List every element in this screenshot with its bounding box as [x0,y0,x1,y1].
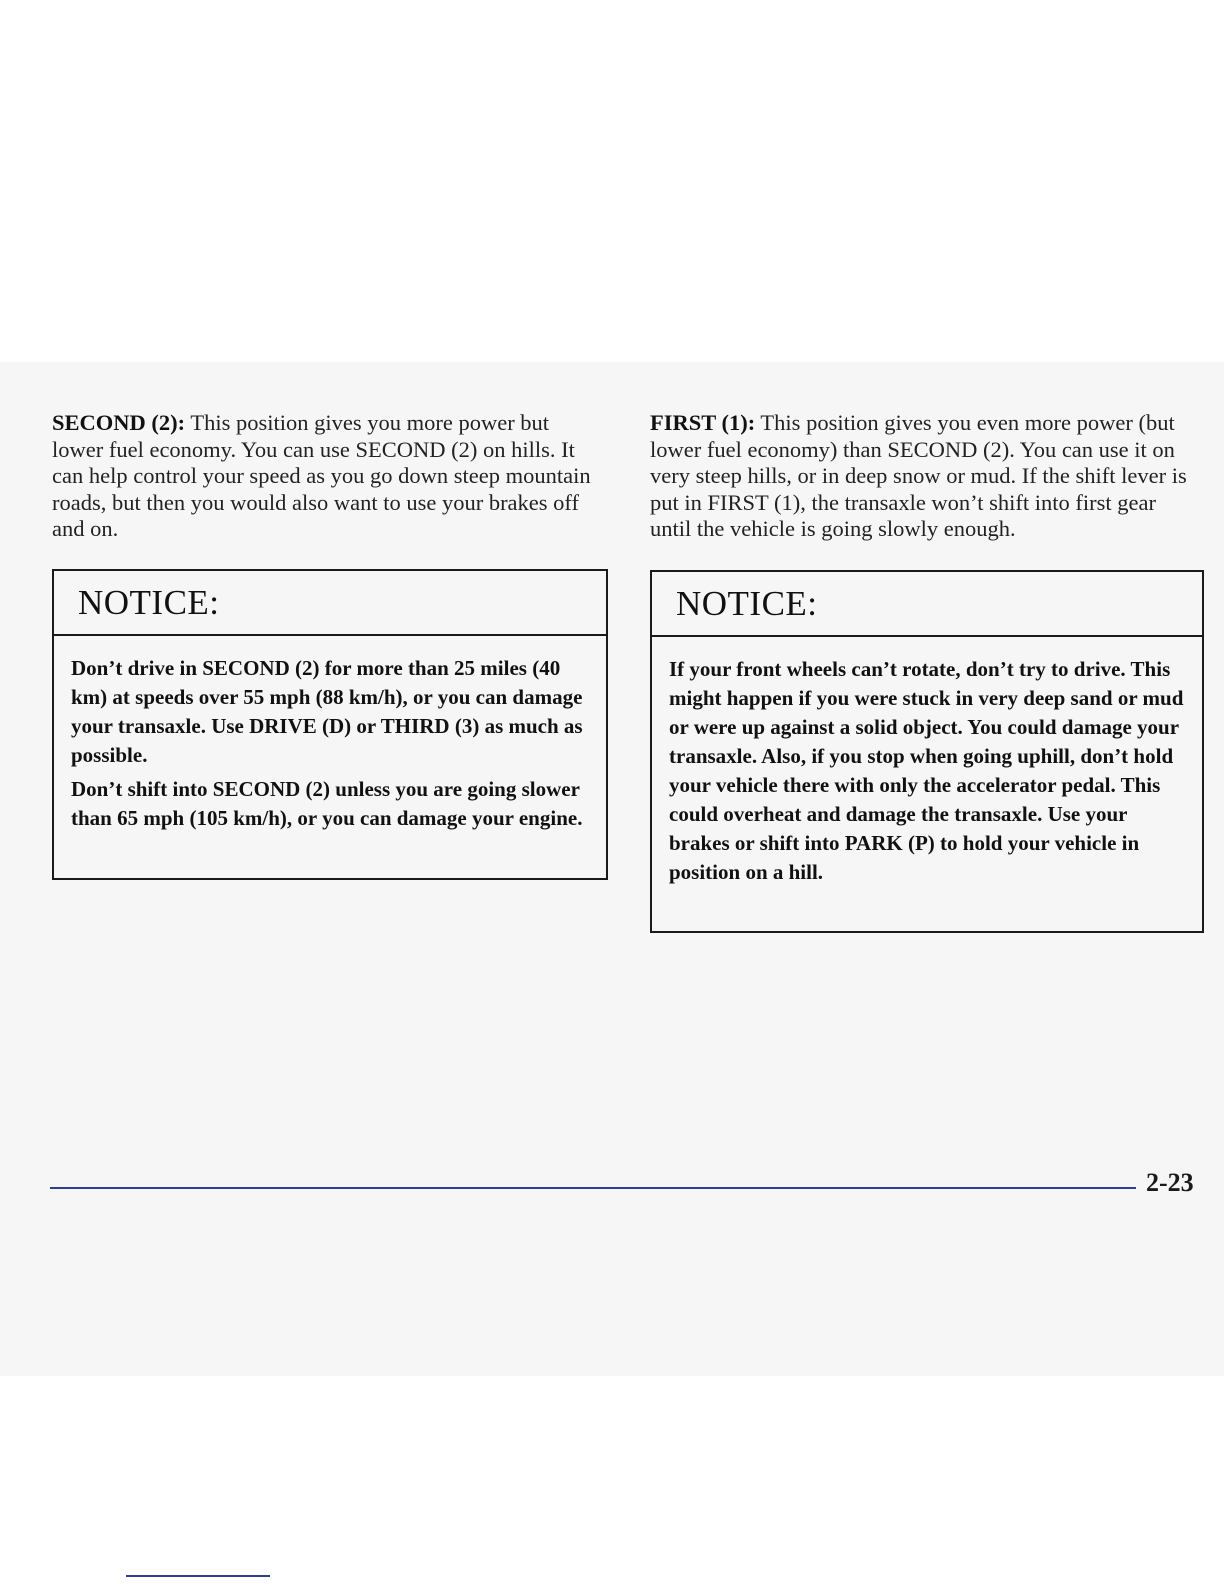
notice-paragraph: Don’t drive in SECOND (2) for more than 25 miles (40 km) at speeds over 55 mph (88 km/h), or you can damage your transaxle. Use DRIVE (D) or THIRD (3) as much as possible. [71,656,583,767]
bottom-link-rule [126,1575,270,1577]
first-gear-section [650,410,1196,543]
notice-header [652,572,1202,637]
notice-body [54,636,606,833]
notice-title: NOTICE: [78,582,220,622]
footer-rule [50,1187,1136,1189]
first-gear-heading: FIRST (1): [650,410,756,435]
second-gear-text: This position gives you more power but lower fuel economy. You can use SECOND (2) on hills. It can help control your speed as you go down steep mountain roads, but then you would also want to use your brakes off and on. [52,410,591,541]
notice-box-second-gear [52,569,608,880]
second-gear-section [52,410,604,543]
notice-title: NOTICE: [676,583,818,623]
page-number: 2-23 [1146,1168,1194,1197]
first-gear-text: This position gives you even more power (but lower fuel economy) than SECOND (2). You can use it on very steep hills, or in deep snow or mud. If the shift lever is put in FIRST (1), the transaxle won’t shift into first gear until the vehicle is going slowly enough. [650,410,1187,541]
second-gear-heading: SECOND (2): [52,410,186,435]
second-gear-paragraph [52,410,604,543]
notice-box-first-gear [650,570,1204,933]
notice-paragraph: If your front wheels can’t rotate, don’t try to drive. This might happen if you were stuck in very deep sand or mud or were up against a solid object. You could damage your transaxle. Also, if you stop when going uphill, don’t hold your vehicle there with only the accelerator pedal. This could overheat and damage the transaxle. Use your brakes or shift into PARK (P) to hold your vehicle in position on a hill. [669,657,1184,884]
notice-header [54,571,606,636]
notice-paragraph: Don’t shift into SECOND (2) unless you are going slower than 65 mph (105 km/h), or you can damage your engine. [71,777,583,830]
first-gear-paragraph [650,410,1196,543]
notice-body [652,637,1202,887]
